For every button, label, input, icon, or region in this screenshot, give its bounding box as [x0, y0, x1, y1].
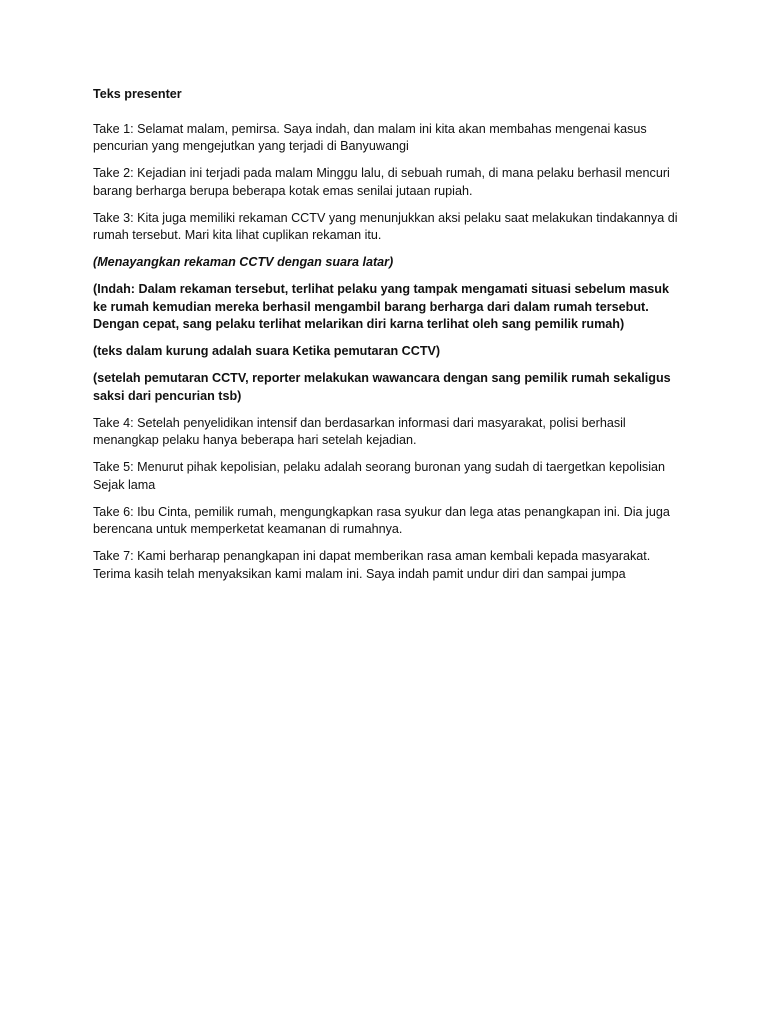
- paragraph-take-2: Take 2: Kejadian ini terjadi pada malam Minggu lalu, di sebuah rumah, di mana pelaku berhasil mencuri barang berharga berupa beberapa kotak emas senilai jutaan rupiah.: [93, 166, 670, 198]
- paragraph-take-6: Take 6: Ibu Cinta, pemilik rumah, mengungkapkan rasa syukur dan lega atas penangkapan ini. Dia juga berencana untuk memperketat keamanan di rumahnya.: [93, 504, 670, 536]
- paragraph-take-7: Take 7: Kami berharap penangkapan ini dapat memberikan rasa aman kembali kepada masyarakat. Terima kasih telah menyaksikan kami malam ini. Saya indah pamit undur diri dan sampai jumpa: [93, 549, 651, 581]
- paragraph-take-5: Take 5: Menurut pihak kepolisian, pelaku adalah seorang buronan yang sudah di taergetkan kepolisian Sejak lama: [93, 460, 666, 492]
- paragraph-take-3: Take 3: Kita juga memiliki rekaman CCTV yang menunjukkan aksi pelaku saat melakukan tindakannya di rumah tersebut. Mari kita lihat cuplikan rekaman itu.: [93, 210, 678, 242]
- paragraph-bracket-note: (teks dalam kurung adalah suara Ketika pemutaran CCTV): [93, 344, 441, 358]
- paragraph-interview-note: (setelah pemutaran CCTV, reporter melakukan wawancara dengan sang pemilik rumah sekaligus saksi dari pencurian tsb): [93, 371, 671, 403]
- document-body: [93, 86, 678, 593]
- paragraph-take-4: Take 4: Setelah penyelidikan intensif dan berdasarkan informasi dari masyarakat, polisi berhasil menangkap pelaku hanya beberapa hari setelah kejadian.: [93, 415, 626, 447]
- paragraph-voiceover: (Indah: Dalam rekaman tersebut, terlihat pelaku yang tampak mengamati situasi sebelum masuk ke rumah kemudian mereka berhasil mengambil barang berharga dari dalam rumah tersebut. Dengan cepat, sang pelaku terlihat melarikan diri karna terlihat oleh sang pemilik rumah): [93, 282, 670, 331]
- paragraph-take-1: Take 1: Selamat malam, pemirsa. Saya indah, dan malam ini kita akan membahas mengenai kasus pencurian yang mengejutkan yang terjadi di Banyuwangi: [93, 121, 647, 153]
- document-title: Teks presenter: [93, 87, 182, 101]
- paragraph-cctv-note: (Menayangkan rekaman CCTV dengan suara latar): [93, 255, 394, 269]
